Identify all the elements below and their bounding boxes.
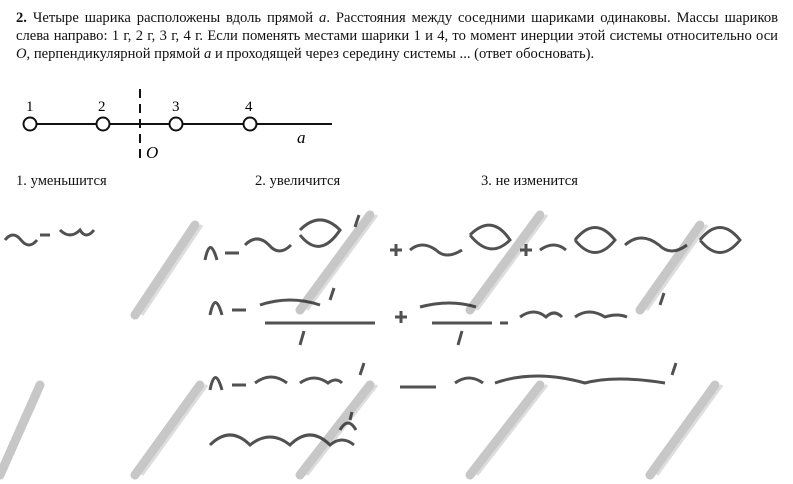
- ball-2: [97, 118, 110, 131]
- ball-3: [170, 118, 183, 131]
- line-name-2: a: [203, 46, 212, 62]
- balls-on-line-diagram: [0, 0, 793, 170]
- option-2: 2. увеличится: [255, 173, 341, 189]
- problem-text-4: и проходящей через середину системы ... (ответ обосновать).: [214, 46, 595, 62]
- ball-label-3: 3: [172, 99, 180, 115]
- handwritten-solution-scan: [0, 205, 793, 484]
- problem-text-2: . Расстояния между соседними шариками одинаковы. Массы шариков слева направо: 1 г, 2 г, 3 г, 4 г. Если поменять местами шарики 1 и 4, то момент инерции этой системы относительно оси: [16, 10, 779, 44]
- option-3: 3. не изменится: [481, 173, 578, 189]
- ball-label-2: 2: [98, 99, 106, 115]
- axis-name: O: [16, 46, 27, 62]
- ball-1: [24, 118, 37, 131]
- ball-4: [244, 118, 257, 131]
- ball-label-4: 4: [245, 99, 253, 115]
- problem-text-3: , перпендикулярной прямой: [26, 46, 201, 62]
- line-label: a: [297, 128, 306, 147]
- problem-number: 2.: [16, 10, 27, 26]
- ball-label-1: 1: [26, 99, 34, 115]
- option-1: 1. уменьшится: [16, 173, 107, 189]
- problem-text-1: Четыре шарика расположены вдоль прямой: [32, 10, 314, 26]
- line-name: a: [319, 10, 327, 26]
- axis-label: O: [146, 143, 159, 162]
- watermark-stripes: [0, 205, 793, 484]
